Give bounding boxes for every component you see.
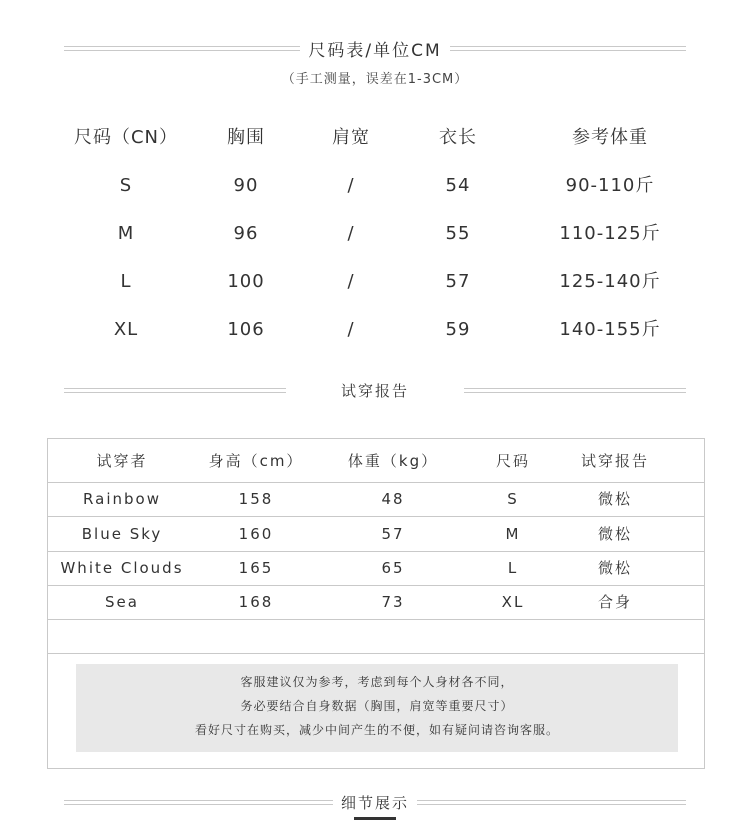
details-accent-bar: [354, 817, 396, 820]
notice-line: 务必要结合自身数据（胸围，肩宽等重要尺寸）: [240, 699, 514, 713]
header-size: 尺码: [495, 452, 531, 470]
size-cell: L: [507, 559, 519, 577]
shoulder-cell: /: [347, 271, 355, 292]
size-cell: M: [117, 223, 135, 244]
shoulder-cell: /: [347, 175, 355, 196]
length-cell: 55: [445, 223, 471, 244]
size-table-header: [0, 118, 750, 158]
try-on-title: 试穿报告: [340, 382, 409, 400]
size-chart-divider: [64, 36, 686, 61]
chest-cell: 106: [227, 319, 265, 340]
weight-cell: 125-140斤: [559, 271, 661, 292]
size-cell: S: [507, 490, 519, 508]
details-title: 细节展示: [341, 794, 410, 812]
report-cell: 微松: [597, 525, 633, 543]
header-tester: 试穿者: [96, 452, 148, 470]
header-shoulder: 肩宽: [332, 127, 370, 148]
divider-line-left: [64, 388, 286, 393]
size-chart-title: 尺码表/单位CM: [308, 41, 442, 61]
report-cell: 微松: [597, 559, 633, 577]
divider-line-right: [417, 800, 686, 805]
report-cell: 微松: [597, 490, 633, 508]
height-cell: 168: [238, 593, 274, 611]
size-row-l: [0, 262, 750, 302]
tester-cell: White Clouds: [60, 559, 184, 577]
weight-cell: 90-110斤: [565, 175, 655, 196]
header-chest: 胸围: [227, 127, 265, 148]
height-cell: 165: [238, 559, 274, 577]
length-cell: 59: [445, 319, 471, 340]
notice-line: 看好尺寸在购买，减少中间产生的不便，如有疑问请咨询客服。: [194, 723, 559, 737]
try-on-header: [48, 439, 704, 483]
tester-cell: Blue Sky: [81, 525, 163, 543]
length-cell: 57: [445, 271, 471, 292]
tester-cell: Rainbow: [83, 490, 161, 508]
shoulder-cell: /: [347, 223, 355, 244]
tester-cell: Sea: [105, 593, 139, 611]
try-on-row: [48, 517, 704, 552]
height-cell: 158: [238, 490, 274, 508]
size-row-xl: [0, 310, 750, 350]
divider-line-right: [464, 388, 686, 393]
size-cell: XL: [113, 319, 139, 340]
header-weight: 参考体重: [572, 127, 648, 148]
header-length: 衣长: [439, 127, 477, 148]
size-row-s: [0, 166, 750, 206]
weight-cell: 57: [381, 525, 405, 543]
height-cell: 160: [238, 525, 274, 543]
divider-line-left: [64, 46, 300, 51]
header-weight: 体重（kg）: [347, 452, 439, 470]
weight-cell: 65: [381, 559, 405, 577]
size-row-m: [0, 214, 750, 254]
try-on-row: [48, 552, 704, 586]
shoulder-cell: /: [347, 319, 355, 340]
weight-cell: 140-155斤: [559, 319, 661, 340]
size-cell: L: [120, 271, 132, 292]
size-cell: S: [119, 175, 133, 196]
size-advice-notice: [76, 664, 678, 752]
header-size: 尺码（CN）: [73, 127, 179, 148]
details-divider: [64, 792, 686, 813]
header-height: 身高（cm）: [208, 452, 304, 470]
weight-cell: 48: [381, 490, 405, 508]
chest-cell: 100: [227, 271, 265, 292]
weight-cell: 73: [381, 593, 405, 611]
report-cell: 合身: [597, 593, 633, 611]
divider-line-right: [450, 46, 686, 51]
measurement-note: （手工测量，误差在1-3CM）: [281, 72, 469, 87]
chest-cell: 96: [233, 223, 259, 244]
size-cell: XL: [501, 593, 525, 611]
try-on-row: [48, 586, 704, 620]
divider-line-left: [64, 800, 333, 805]
length-cell: 54: [445, 175, 471, 196]
size-cell: M: [505, 525, 521, 543]
chest-cell: 90: [233, 175, 259, 196]
notice-line: 客服建议仅为参考，考虑到每个人身材各不同，: [240, 675, 514, 689]
try-on-empty-row: [48, 620, 704, 654]
header-report: 试穿报告: [580, 452, 650, 470]
weight-cell: 110-125斤: [559, 223, 661, 244]
try-on-divider: [64, 380, 686, 401]
try-on-row: [48, 483, 704, 517]
try-on-table: [47, 438, 705, 769]
